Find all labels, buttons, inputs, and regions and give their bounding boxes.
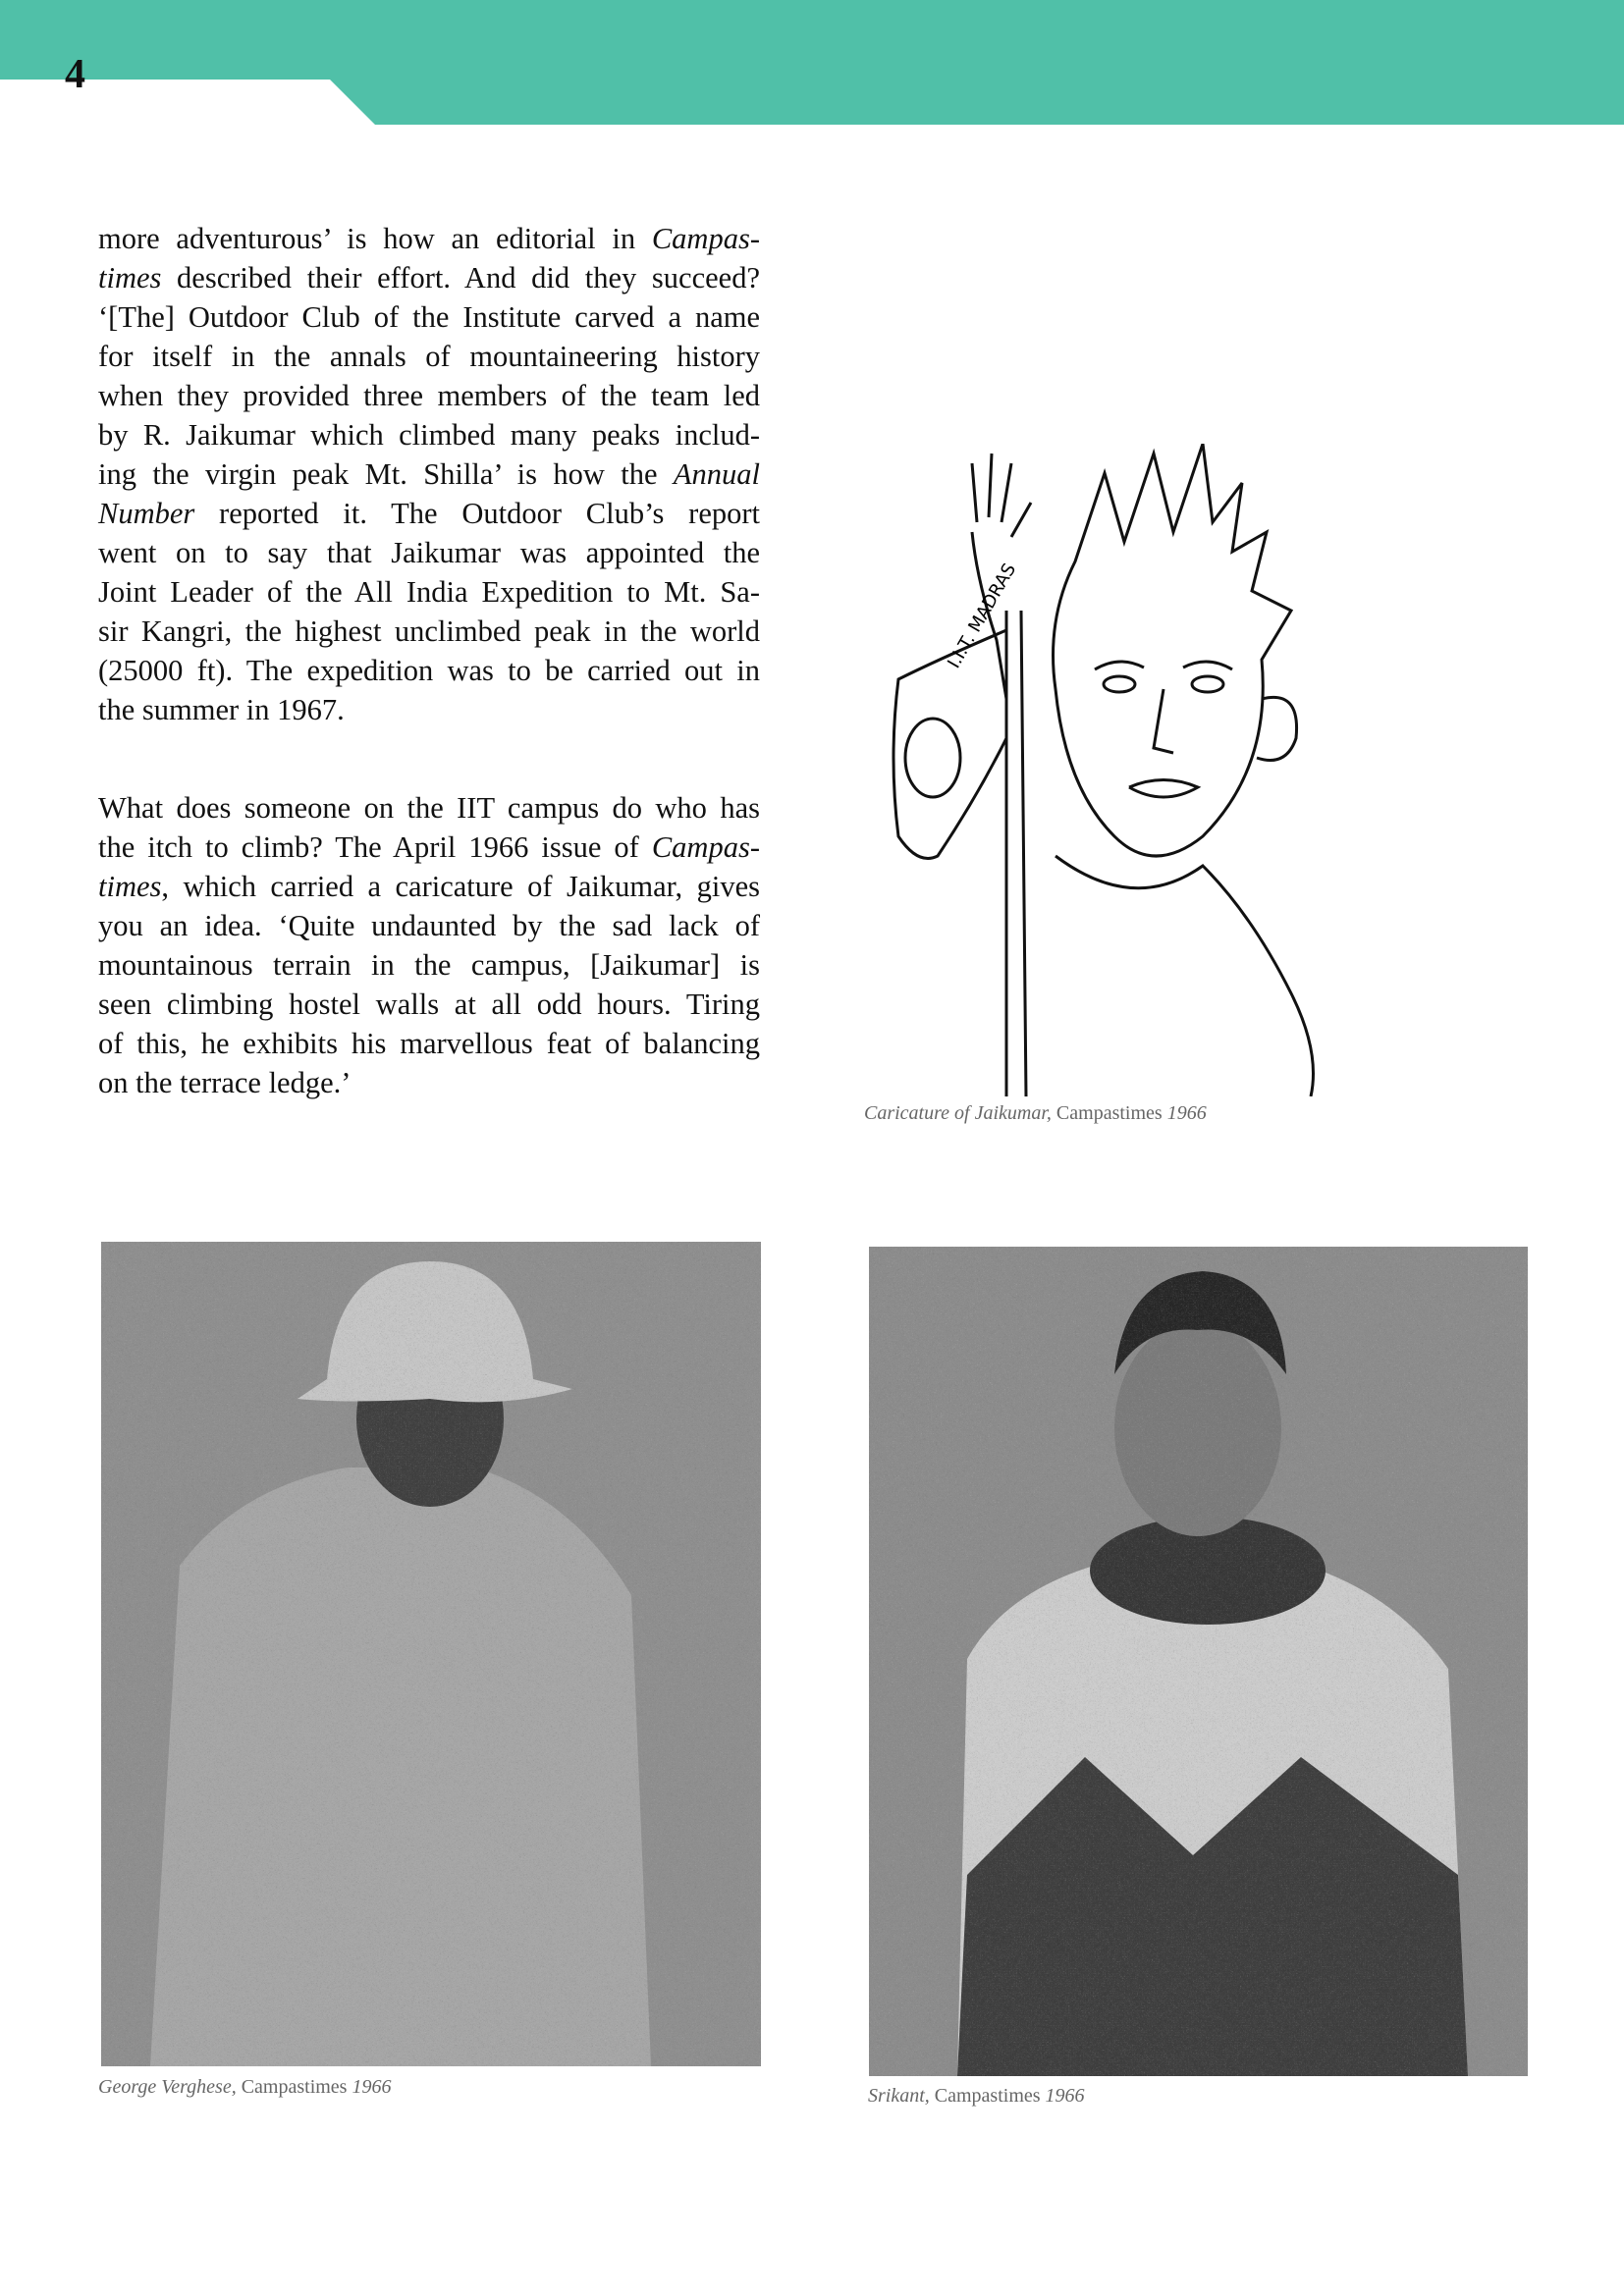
text-line: ing the virgin peak Mt. Shilla’ is how the Annual — [98, 457, 760, 491]
caption-title: George Verghese, — [98, 2076, 237, 2098]
caption-source: Campastimes — [929, 2085, 1046, 2107]
text-line: when they provided three members of the team led — [98, 379, 760, 412]
header-band — [0, 0, 1624, 128]
text-line: you an idea. ‘Quite undaunted by the sad lack of — [98, 909, 760, 942]
text-line: seen climbing hostel walls at all odd hours. Tiring — [98, 988, 760, 1021]
text-line: sir Kangri, the highest unclimbed peak in the world — [98, 614, 760, 648]
text-line: Number reported it. The Outdoor Club’s report — [98, 497, 760, 530]
george-verghese-photo — [101, 1242, 761, 2066]
text-line: ‘[The] Outdoor Club of the Institute carved a name — [98, 300, 760, 334]
text-line: of this, he exhibits his marvellous feat of balancing — [98, 1027, 760, 1060]
caption-year: 1966 — [1166, 1102, 1207, 1124]
text-line: went on to say that Jaikumar was appointed the — [98, 536, 760, 569]
paragraph-2 — [98, 788, 760, 1102]
text-line: times described their effort. And did they succeed? — [98, 261, 760, 294]
srikant-photo — [869, 1247, 1528, 2076]
caricature-caption — [864, 1102, 1207, 1125]
caption-title: Caricature of Jaikumar, — [864, 1102, 1052, 1124]
caption-source: Campastimes — [1051, 1102, 1167, 1124]
text-line: What does someone on the IIT campus do who has — [98, 791, 760, 825]
caricature-image — [879, 444, 1448, 1096]
text-line: by R. Jaikumar which climbed many peaks includ- — [98, 418, 760, 452]
caption-year: 1966 — [352, 2076, 392, 2098]
text-line: times, which carried a caricature of Jaikumar, gives — [98, 870, 760, 903]
srikant-caption — [868, 2085, 1085, 2108]
text-line: (25000 ft). The expedition was to be carried out in — [98, 654, 760, 687]
text-line: more adventurous’ is how an editorial in Campas- — [98, 222, 760, 255]
text-line: mountainous terrain in the campus, [Jaikumar] is — [98, 948, 760, 982]
paragraph-1 — [98, 219, 760, 729]
text-line: for itself in the annals of mountaineering history — [98, 340, 760, 373]
text-line: on the terrace ledge.’ — [98, 1066, 352, 1099]
text-line: the summer in 1967. — [98, 693, 345, 726]
text-line: the itch to climb? The April 1966 issue of Campas- — [98, 830, 760, 864]
george-caption — [98, 2076, 391, 2099]
caption-year: 1966 — [1045, 2085, 1085, 2107]
text-line: Joint Leader of the All India Expedition to Mt. Sa- — [98, 575, 760, 609]
flag-text: I.I.T. MADRAS — [944, 560, 1021, 672]
page-number: 4 — [65, 52, 85, 97]
caption-title: Srikant, — [868, 2085, 930, 2107]
caption-source: Campastimes — [236, 2076, 352, 2098]
